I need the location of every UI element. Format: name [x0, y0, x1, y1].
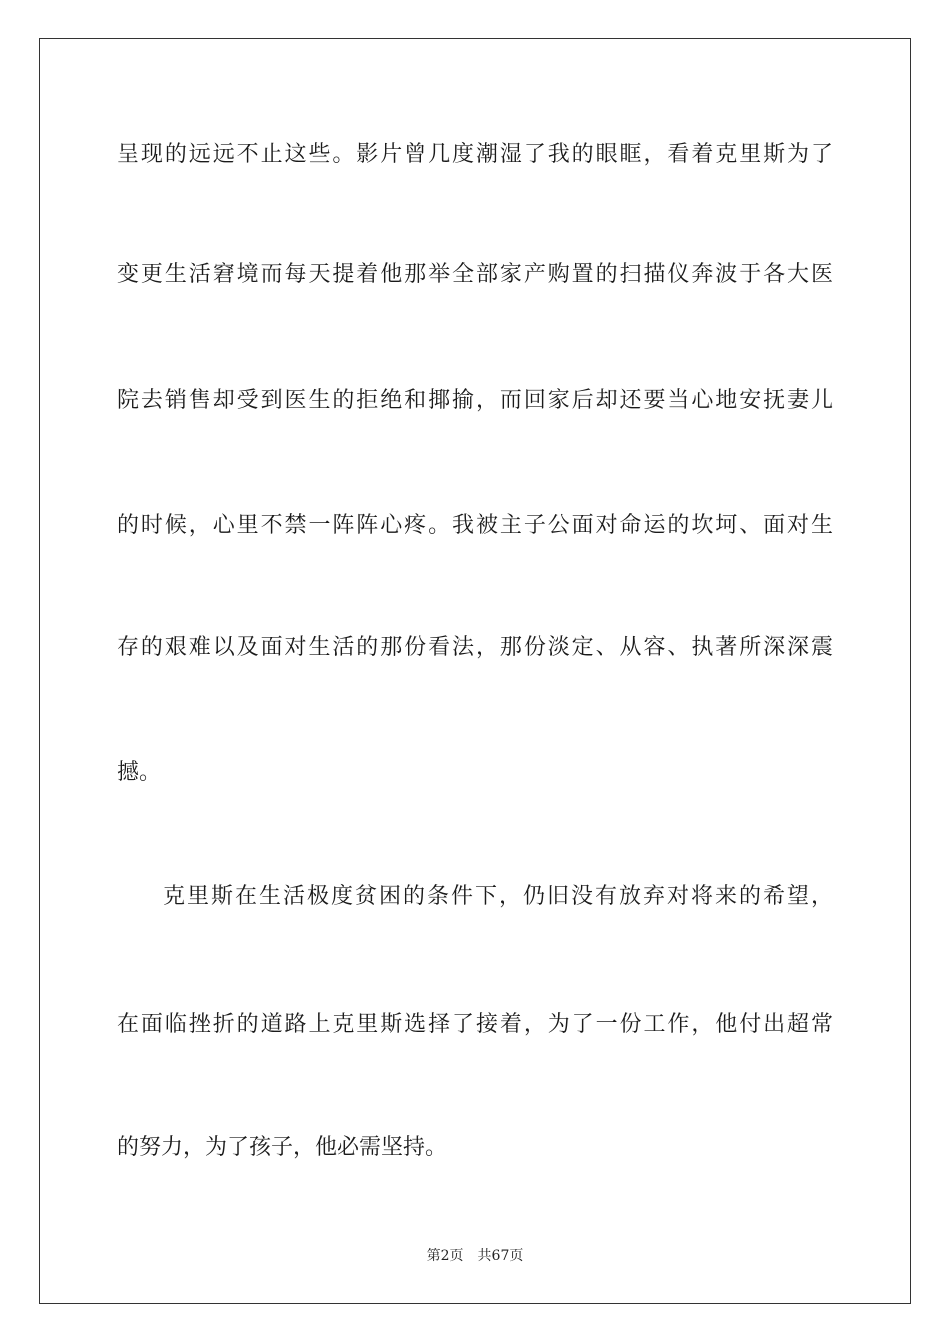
body-line-1: 呈现的远远不止这些。影片曾几度潮湿了我的眼眶，看着克里斯为了 — [117, 142, 833, 167]
page-number: 第2页 — [426, 1248, 464, 1264]
body-line-6: 撼。 — [117, 760, 162, 785]
body-line-3: 院去销售却受到医生的拒绝和揶揄，而回家后却还要当心地安抚妻儿 — [117, 388, 833, 413]
page-frame — [39, 38, 911, 1304]
page-total: 共67页 — [477, 1248, 524, 1264]
body-line-2: 变更生活窘境而每天提着他那举全部家产购置的扫描仪奔波于各大医 — [117, 262, 833, 287]
body-line-5: 存的艰难以及面对生活的那份看法，那份淡定、从容、执著所深深震 — [117, 635, 833, 660]
body-line-7: 克里斯在生活极度贫困的条件下，仍旧没有放弃对将来的希望， — [163, 884, 833, 909]
body-line-9: 的努力，为了孩子，他必需坚持。 — [117, 1135, 448, 1160]
body-line-8: 在面临挫折的道路上克里斯选择了接着，为了一份工作，他付出超常 — [117, 1012, 833, 1037]
page-footer — [0, 1246, 950, 1266]
body-line-4: 的时候，心里不禁一阵阵心疼。我被主子公面对命运的坎坷、面对生 — [117, 513, 833, 538]
